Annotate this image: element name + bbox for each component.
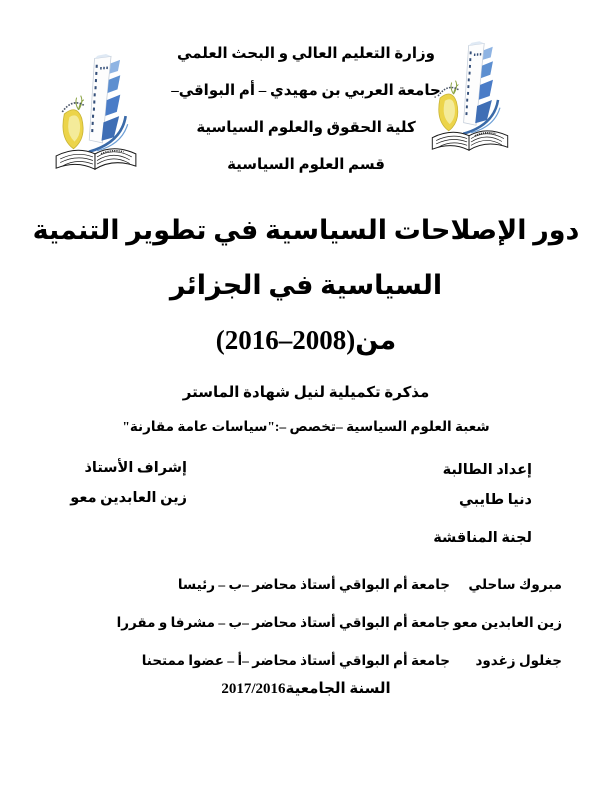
university-line: جامعة العربي بن مهيدي – أم البواقي–: [171, 83, 441, 99]
student-block: [443, 462, 532, 509]
committee-member-affiliation: جامعة أم البواقي أستاذ محاضر –ب – مشرفا و مقررا: [116, 615, 450, 630]
committee-heading: لجنة المناقشة: [433, 530, 532, 546]
ministry-line: وزارة التعليم العالي و البحث العلمي: [177, 46, 435, 62]
title-line-1: دور الإصلاحات السياسية في تطوير التنمية: [32, 215, 580, 245]
thesis-type-line: مذكرة تكميلية لنيل شهادة الماستر: [182, 385, 430, 401]
department-line: قسم العلوم السياسية: [227, 157, 385, 173]
committee-member-name: زين العابدين معو: [453, 615, 562, 630]
student-label: إعداد الطالبة: [442, 462, 532, 478]
committee-member-affiliation: جامعة أم البواقي أستاذ محاضر –أ – عضوا ممتحنا: [141, 653, 450, 668]
faculty-line: كلية الحقوق والعلوم السياسية: [196, 120, 416, 136]
committee-member-name: مبروك ساحلي: [468, 577, 562, 592]
committee-member-name: جغلول زغدود: [475, 653, 562, 668]
committee-row: [0, 566, 612, 604]
thesis-title: [0, 203, 612, 368]
committee-member-affiliation: جامعة أم البواقي أستاذ محاضر –ب – رئيسا: [177, 577, 450, 592]
committee-row: [0, 642, 612, 680]
supervisor-block: [55, 460, 187, 507]
specialty-line: شعبة العلوم السياسية –تخصص –:"سياسات عامة مقارنة": [122, 419, 490, 434]
student-name: دنيا طايبي: [458, 492, 532, 508]
committee-table: [0, 566, 612, 680]
title-line-2: السياسية في الجزائر: [169, 270, 443, 300]
supervisor-label: إشراف الأستاذ: [84, 460, 187, 476]
supervisor-name: زين العابدين معو: [70, 490, 187, 506]
institution-header: [0, 44, 612, 192]
academic-year-line: السنة الجامعية2017/2016: [221, 681, 391, 697]
committee-row: [0, 604, 612, 642]
title-line-3: من(2008–2016): [215, 325, 397, 355]
